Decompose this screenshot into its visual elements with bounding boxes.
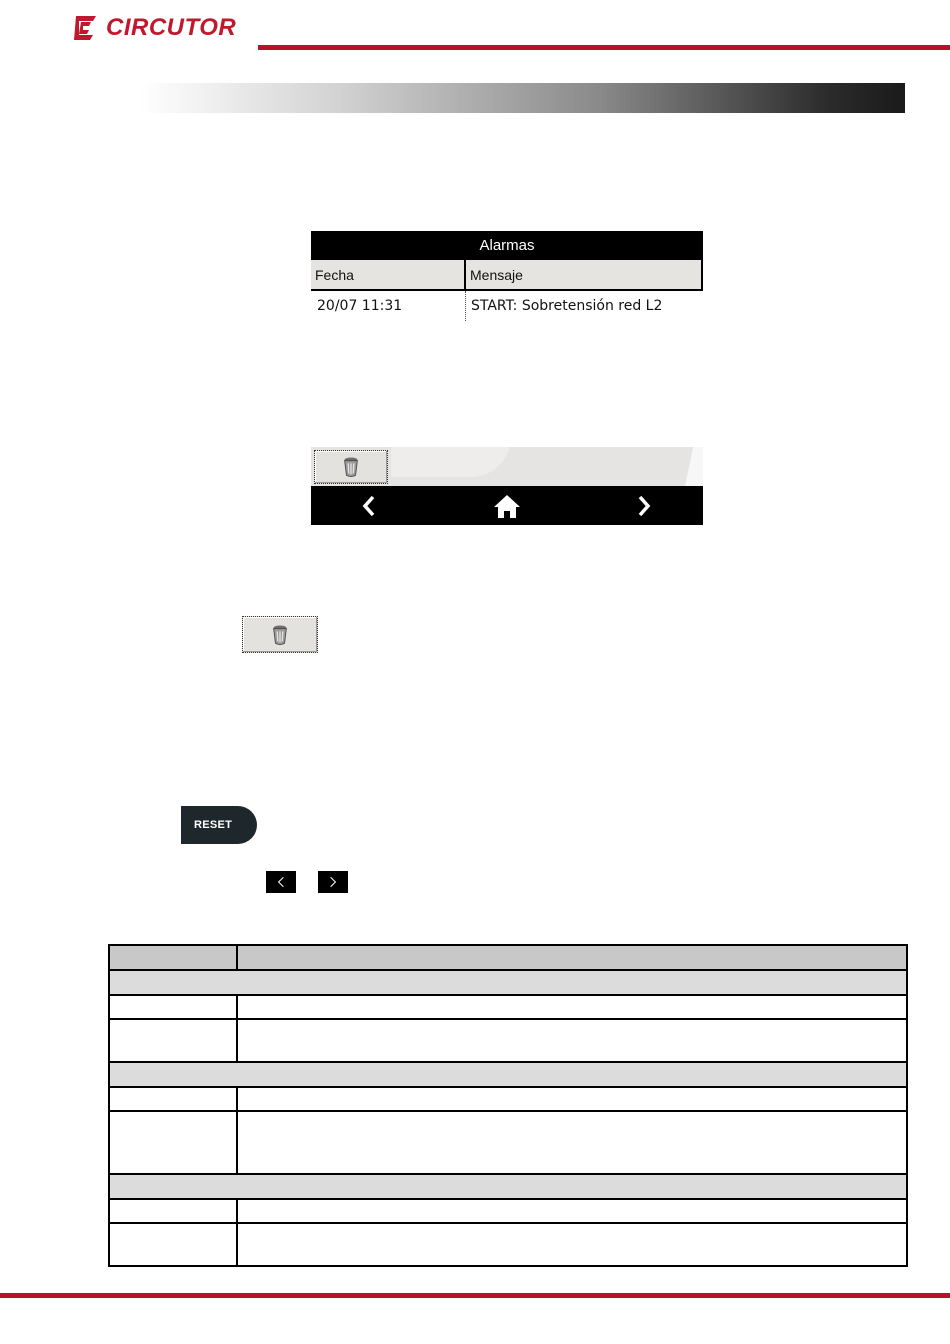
circutor-logo [70, 12, 236, 44]
table-cell [237, 1019, 907, 1062]
table-cell [109, 1062, 907, 1087]
header-rule [258, 45, 950, 50]
table-row [109, 1111, 907, 1174]
table-section-row [109, 970, 907, 995]
specification-table [108, 944, 908, 1267]
section-gradient-bar [140, 83, 905, 113]
logo-text: CIRCUTOR [106, 14, 237, 41]
chevron-right-icon[interactable] [636, 494, 652, 518]
alarm-fecha-cell: 20/07 11:31 [311, 291, 466, 321]
table-section-row [109, 1174, 907, 1199]
alarm-table-header [311, 260, 703, 291]
table-cell [237, 1199, 907, 1223]
table-row [109, 1199, 907, 1223]
delete-button[interactable] [314, 450, 388, 484]
table-cell [109, 970, 907, 995]
nav-bar [311, 486, 703, 525]
alarm-screen [311, 231, 703, 323]
chevron-left-icon [277, 876, 285, 888]
column-header-mensaje: Mensaje [470, 267, 523, 283]
table-cell [237, 995, 907, 1019]
nav-screen-toolbar [311, 447, 703, 486]
alarm-screen-title: Alarmas [311, 231, 703, 260]
table-row[interactable] [311, 291, 703, 321]
circutor-logo-mark-icon [70, 13, 100, 43]
delete-button-inline[interactable] [242, 616, 318, 653]
table-cell [237, 945, 907, 970]
table-cell [109, 1111, 237, 1174]
alarm-mensaje-cell: START: Sobretensión red L2 [471, 298, 663, 314]
table-cell [237, 1223, 907, 1266]
toolbar-decoration-right [685, 447, 703, 486]
toolbar-decoration [391, 447, 511, 477]
table-row [109, 1223, 907, 1266]
table-cell [109, 1087, 237, 1111]
next-key[interactable] [318, 871, 348, 893]
table-cell [109, 1223, 237, 1266]
table-cell [237, 1087, 907, 1111]
home-icon[interactable] [493, 493, 521, 519]
table-cell [109, 1199, 237, 1223]
table-row [109, 1087, 907, 1111]
table-cell [109, 945, 237, 970]
trash-icon [341, 456, 361, 478]
table-row [109, 995, 907, 1019]
footer-rule [0, 1293, 950, 1298]
table-cell [109, 995, 237, 1019]
chevron-left-icon[interactable] [361, 494, 377, 518]
navigation-screen [311, 447, 703, 525]
column-header-fecha: Fecha [311, 260, 466, 289]
previous-key[interactable] [266, 871, 296, 893]
table-cell [237, 1111, 907, 1174]
table-cell [109, 1174, 907, 1199]
table-cell [109, 1019, 237, 1062]
trash-icon [270, 624, 290, 646]
table-header-row [109, 945, 907, 970]
reset-button[interactable]: RESET [181, 806, 257, 844]
chevron-right-icon [329, 876, 337, 888]
table-row [109, 1019, 907, 1062]
table-section-row [109, 1062, 907, 1087]
